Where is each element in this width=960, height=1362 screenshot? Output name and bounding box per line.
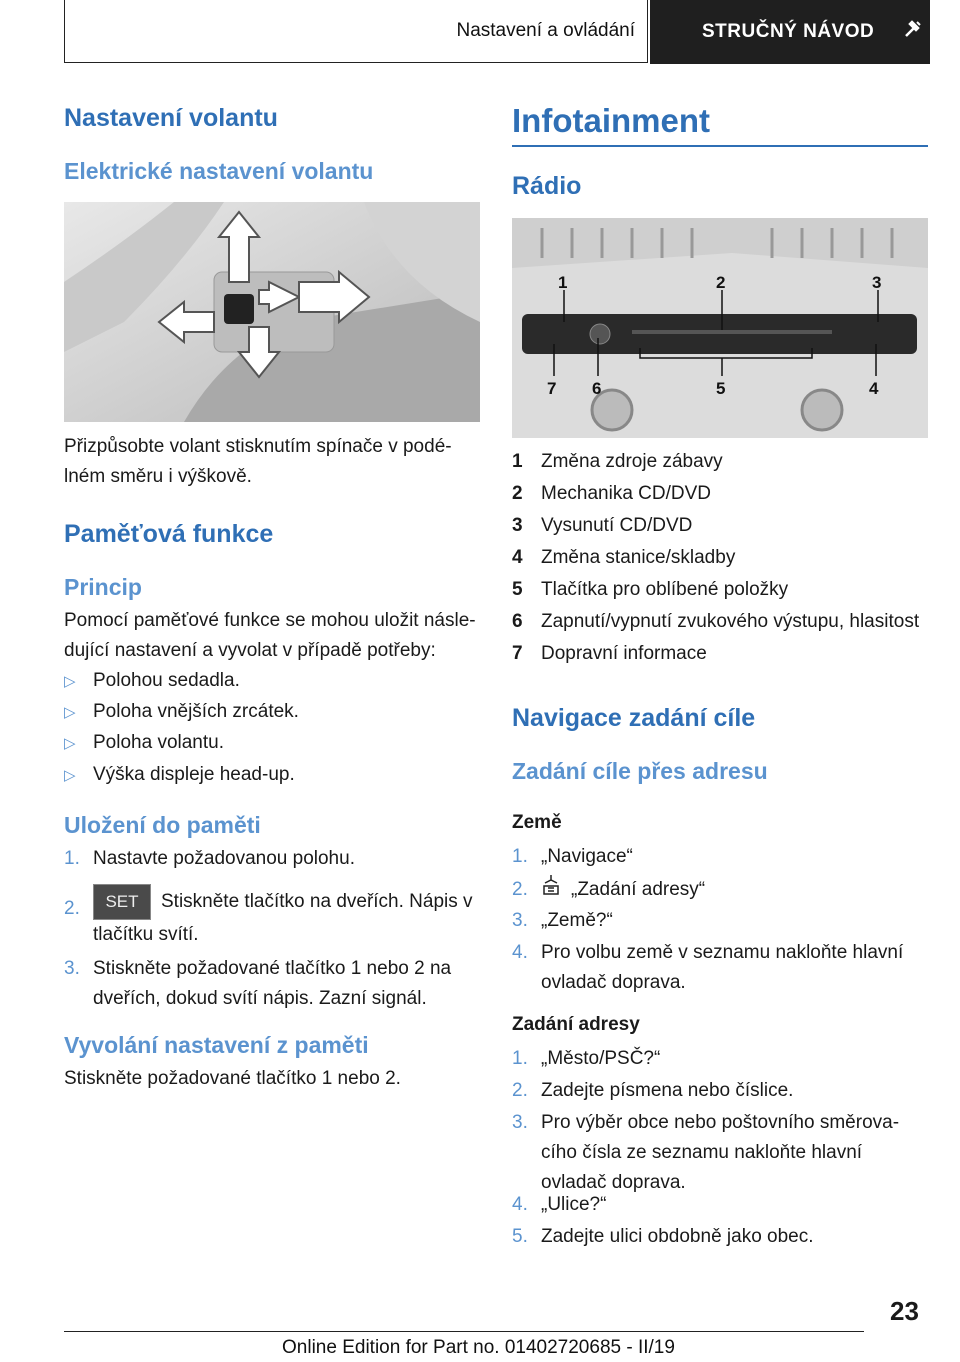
list-item: ▷ Výška displeje head-up. [64,760,295,791]
list-item: 4. Pro volbu země v seznamu nakloňte hlavní ovladač doprava. [512,942,904,993]
list-item: 2. Zadejte písmena nebo číslice. [512,1080,794,1101]
list-item: 3. Stiskněte požadované tlačítko 1 nebo 2 na dveřích, dokud svítí nápis. Zazní signál. [64,958,452,1009]
radio-panel-image [512,218,928,438]
radio-label-2: 2 [716,273,726,292]
radio-label-5: 5 [716,379,726,398]
list-item: 2. SET Stiskněte tlačítko na dveřích. Nápis v tlačítku svítí. [64,884,480,950]
triangle-bullet-icon: ▷ [64,704,76,721]
tool-icon [902,18,924,46]
principle-title: Princip [64,574,142,600]
list-item: ▷ Poloha volantu. [64,728,224,759]
page-number: 23 [890,1296,919,1326]
recall-title: Vyvolání nastavení z paměti [64,1032,369,1058]
radio-label-1: 1 [558,273,568,292]
country-label: Země [512,812,562,833]
section-tab: Nastavení a ovládání [64,0,648,63]
quick-guide-label: STRUČNÝ NÁVOD [702,21,875,42]
list-item: 1. „Navigace“ [512,846,633,867]
list-item: 2. „Zadání adresy“ [512,874,705,906]
steering-switch-image [64,202,480,422]
infotainment-title: Infotainment [512,102,710,139]
page-header [64,0,930,66]
steering-text: Přizpůsobte volant stisknutím spínače v podélném směru i výškově. [64,436,452,487]
address-destination-title: Zadání cíle přes adresu [512,758,768,784]
title-rule [512,145,928,147]
navigation-title: Navigace zadání cíle [512,704,756,732]
address-entry-icon [541,874,571,906]
list-item: ▷ Poloha vnějších zrcátek. [64,697,299,728]
save-title: Uložení do paměti [64,812,261,838]
list-item: 3 Vysunutí CD/DVD [512,515,693,536]
radio-label-4: 4 [869,379,879,398]
list-item: 4. „Ulice?“ [512,1194,607,1215]
radio-title: Rádio [512,172,582,200]
list-item: 1 Změna zdroje zábavy [512,451,723,472]
radio-label-3: 3 [872,273,882,292]
triangle-bullet-icon: ▷ [64,767,76,784]
radio-label-7: 7 [547,379,557,398]
list-item: ▷ Polohou sedadla. [64,666,240,697]
radio-label-6: 6 [592,379,602,398]
set-button: SET [93,884,151,920]
quick-guide-tab [650,0,930,64]
footer-rule [64,1331,864,1332]
list-item: 1. „Město/PSČ?“ [512,1048,661,1069]
list-item: 4 Změna stanice/skladby [512,547,736,568]
steering-title: Nastavení volantu [64,104,278,132]
principle-text: Pomocí paměťové funkce se mohou uložit následující nastavení a vyvolat v případě potřeby: [64,610,476,661]
triangle-bullet-icon: ▷ [64,735,76,752]
list-item: 7 Dopravní informace [512,643,707,664]
list-item: 6 Zapnutí/vypnutí zvukového výstupu, hlasitost [512,611,920,632]
recall-text: Stiskněte požadované tlačítko 1 nebo 2. [64,1068,401,1089]
memory-title: Paměťová funkce [64,520,274,548]
electric-steering-subtitle: Elektrické nastavení volantu [64,158,374,184]
list-item: 5. Zadejte ulici obdobně jako obec. [512,1226,814,1247]
triangle-bullet-icon: ▷ [64,673,76,690]
list-item: 3. „Země?“ [512,910,613,931]
list-item: 3. Pro výběr obce nebo poštovního směrovacího čísla ze seznamu nakloňte hlavní ovladač doprava. [512,1112,900,1193]
list-item: 2 Mechanika CD/DVD [512,483,711,504]
edition-text: Online Edition for Part no. 01402720685 - II/19 [282,1337,675,1358]
list-item: 1. Nastavte požadovanou polohu. [64,848,355,869]
address-label: Zadání adresy [512,1014,640,1035]
list-item: 5 Tlačítka pro oblíbené položky [512,579,789,600]
